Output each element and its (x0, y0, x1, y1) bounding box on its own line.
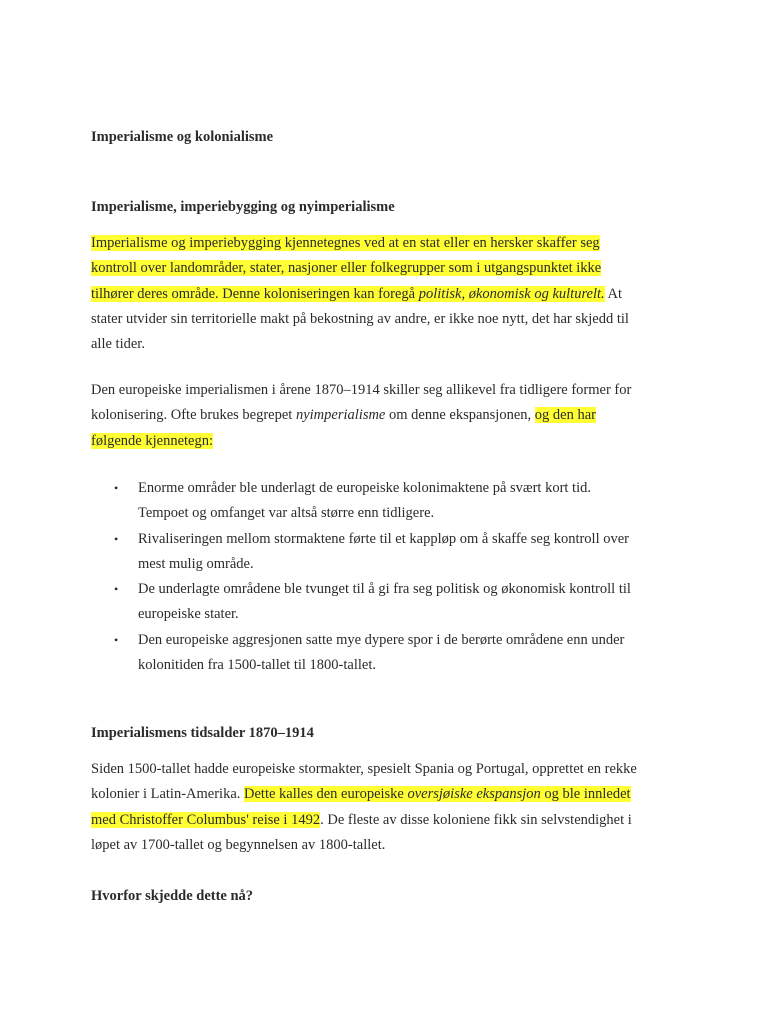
text-line: alle tider. (91, 336, 145, 353)
text-line: Enorme områder ble underlagt de europeiske kolonimaktene på svært kort tid. (138, 480, 591, 496)
highlighted-text (91, 286, 605, 302)
italic-text: oversjøiske ekspansjon (407, 786, 541, 803)
bullet-icon: • (114, 481, 119, 495)
text-line: mest mulig område. (138, 555, 254, 572)
highlighted-text (244, 786, 631, 802)
text-span: tilhører deres område. Denne koloniseringen kan foregå (91, 285, 419, 302)
text-line: Tempoet og omfanget var altså større enn tidligere. (138, 505, 435, 522)
highlighted-text: følgende kjennetegn: (91, 432, 213, 449)
highlighted-text: med Christoffer Columbus' reise i 1492 (91, 811, 321, 828)
kjennetegn-list (91, 476, 691, 678)
bullet-icon: • (114, 632, 119, 647)
text-line: stater utvider sin territorielle makt på bekostning av andre, er ikke noe nytt, det har skjedd til (91, 310, 629, 327)
text-line: De underlagte områdene ble tvunget til å gi fra seg politisk og økonomisk kontroll til (138, 581, 631, 598)
text-span: . De fleste av disse koloniene fikk sin selvstendighet i (320, 811, 632, 828)
paragraph-ekspansjon (91, 757, 681, 858)
text-span: At (604, 285, 623, 302)
text-line: Siden 1500-tallet hadde europeiske stormakter, spesielt Spania og Portugal, opprettet en rekke (91, 761, 637, 777)
list-item (91, 476, 691, 527)
list-item (91, 527, 691, 578)
italic-text: politisk, økonomisk og kulturelt. (418, 285, 605, 302)
bullet-icon: • (114, 582, 119, 597)
text-span: kolonisering. Ofte brukes begrepet (91, 407, 296, 424)
text-span: kolonier i Latin-Amerika. (91, 786, 245, 803)
text-span: Dette kalles den europeiske (244, 786, 408, 803)
bullet-icon: • (114, 531, 119, 546)
list-item (91, 577, 691, 628)
paragraph-imperialisme-definition (91, 231, 681, 357)
section-heading-imperialisme: Imperialisme, imperiebygging og nyimperialisme (91, 199, 395, 215)
section-heading-hvorfor: Hvorfor skjedde dette nå? (91, 888, 254, 904)
text-line: kolonitiden fra 1500-tallet til 1800-tallet. (138, 657, 376, 674)
text-line: Den europeiske aggresjonen satte mye dypere spor i de berørte områdene enn under (138, 631, 625, 648)
text-line: Den europeiske imperialismen i årene 1870–1914 skiller seg allikevel fra tidligere former for (91, 382, 632, 398)
text-span: om denne ekspansjonen, (385, 407, 535, 424)
paragraph-nyimperialisme (91, 378, 681, 454)
text-span: og ble innledet (540, 786, 631, 803)
highlighted-text: Imperialisme og imperiebygging kjennetegnes ved at en stat eller en hersker skaffer seg (91, 235, 600, 251)
italic-text: nyimperialisme (295, 407, 386, 424)
list-item (91, 628, 691, 679)
text-line: Rivaliseringen mellom stormaktene førte til et kappløp om å skaffe seg kontroll over (138, 530, 629, 547)
text-line: løpet av 1700-tallet og begynnelsen av 1800-tallet. (91, 836, 386, 853)
highlighted-text: og den har (534, 407, 596, 424)
highlighted-text: kontroll over landområder, stater, nasjoner eller folkegrupper som i utgangspunktet ikke (91, 260, 602, 277)
text-line: europeiske stater. (138, 606, 239, 623)
section-heading-tidsalder: Imperialismens tidsalder 1870–1914 (91, 725, 314, 741)
document-title: Imperialisme og kolonialisme (91, 129, 274, 145)
